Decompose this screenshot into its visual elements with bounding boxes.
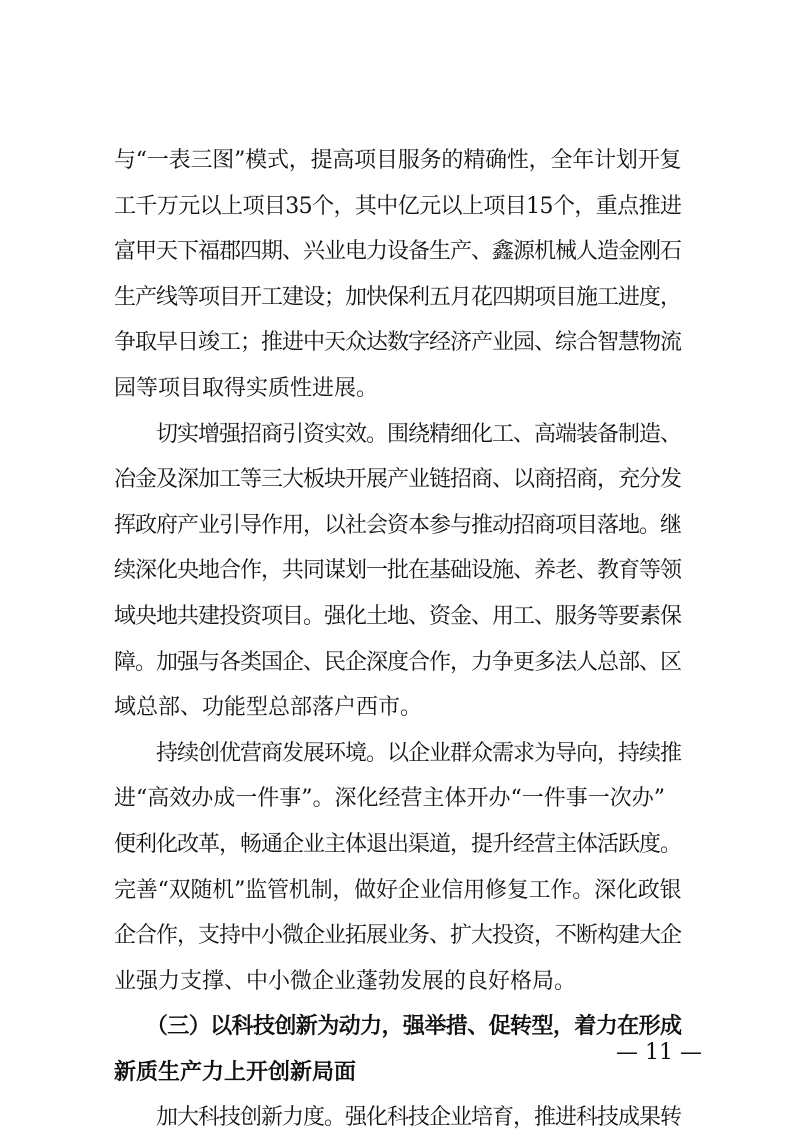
section-heading-line: 新质生产力上开创新局面 bbox=[114, 1058, 357, 1085]
paragraph-line: 业强力支撑、中小微企业蓬勃发展的良好格局。 bbox=[114, 968, 577, 994]
paragraph-line: 挥政府产业引导作用，以社会资本参与推动招商项目落地。继 bbox=[114, 512, 682, 538]
paragraph-line: 进“高效办成一件事”。深化经营主体开办“一件事一次办” bbox=[114, 786, 665, 812]
paragraph-line: 工千万元以上项目35个，其中亿元以上项目15个，重点推进 bbox=[114, 193, 682, 219]
paragraph-line: 域总部、功能型总部落户西市。 bbox=[114, 695, 423, 721]
paragraph-line: 加大科技创新力度。强化科技企业培育，推进科技成果转 bbox=[114, 1105, 682, 1131]
paragraph-line: 续深化央地合作，共同谋划一批在基础设施、养老、教育等领 bbox=[114, 558, 682, 584]
paragraph-line: 切实增强招商引资实效。围绕精细化工、高端装备制造、 bbox=[114, 421, 682, 447]
paragraph-line: 企合作，支持中小微企业拓展业务、扩大投资，不断构建大企 bbox=[114, 923, 682, 949]
paragraph-line: 障。加强与各类国企、民企深度合作，力争更多法人总部、区 bbox=[114, 649, 682, 675]
paragraph-line: 与“一表三图”模式，提高项目服务的精确性，全年计划开复 bbox=[114, 148, 682, 173]
paragraph-line: 富甲天下福郡四期、兴业电力设备生产、鑫源机械人造金刚石 bbox=[114, 239, 682, 265]
paragraph-line: 园等项目取得实质性进展。 bbox=[114, 375, 379, 401]
paragraph-line: 便利化改革，畅通企业主体退出渠道，提升经营主体活跃度。 bbox=[114, 831, 682, 857]
paragraph-line: 持续创优营商发展环境。以企业群众需求为导向，持续推 bbox=[114, 740, 682, 766]
page-number: — 11 — bbox=[616, 1040, 702, 1065]
paragraph-line: 域央地共建投资项目。强化土地、资金、用工、服务等要素保 bbox=[114, 603, 682, 629]
paragraph-line: 争取早日竣工；推进中天众达数字经济产业园、综合智慧物流 bbox=[114, 330, 682, 356]
paragraph-line: 完善“双随机”监管机制，做好企业信用修复工作。深化政银 bbox=[114, 877, 682, 903]
section-heading-line: （三）以科技创新为动力，强举措、促转型，着力在形成 bbox=[114, 1013, 682, 1040]
paragraph-line: 冶金及深加工等三大板块开展产业链招商、以商招商，充分发 bbox=[114, 467, 682, 493]
body-text bbox=[114, 138, 682, 1141]
paragraph-line: 生产线等项目开工建设；加快保利五月花四期项目施工进度， bbox=[114, 284, 682, 310]
